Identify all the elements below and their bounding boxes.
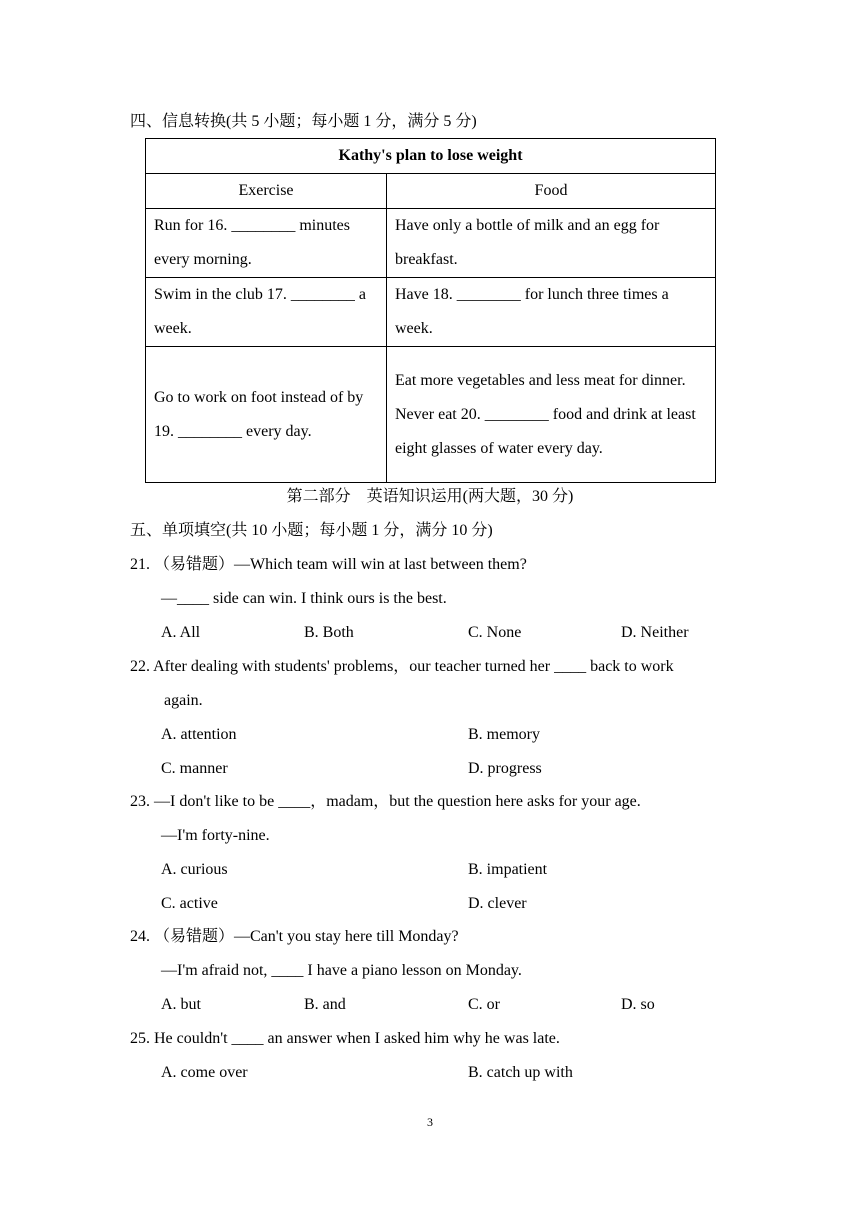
option-24-d: D. so [621, 996, 655, 1013]
cell-text: Eat more vegetables and less meat for dinner. [395, 371, 686, 389]
option-24-b: B. and [304, 996, 346, 1013]
question-21-line-2: —____ side can win. I think ours is the best. [161, 590, 447, 607]
question-22: 22. After dealing with students' problems，our teacher turned her ____ back to work [130, 658, 674, 675]
header-exercise: Exercise [146, 174, 387, 209]
plan-table [145, 138, 716, 483]
cell-text: Swim in the club 17. ________ a week. [154, 286, 366, 337]
cell-exercise [146, 347, 387, 483]
option-21-b: B. Both [304, 624, 354, 641]
table-header-row [146, 174, 716, 209]
question-24-line-2: —I'm afraid not, ____ I have a piano lesson on Monday. [161, 962, 522, 979]
question-24: 24. （易错题）—Can't you stay here till Monday? [130, 928, 459, 945]
option-23-a: A. curious [161, 861, 228, 878]
option-22-b: B. memory [468, 726, 540, 743]
table-title-row [146, 139, 716, 174]
option-22-c: C. manner [161, 760, 228, 777]
option-21-a: A. All [161, 624, 201, 641]
cell-exercise [146, 209, 387, 278]
option-22-d: D. progress [468, 760, 542, 777]
question-23: 23. —I don't like to be ____，madam，but the question here asks for your age. [130, 793, 641, 810]
cell-exercise [146, 278, 387, 347]
cell-text: Run for 16. ________ minutes every morning. [154, 217, 350, 268]
option-25-a: A. come over [161, 1064, 248, 1081]
cell-food [387, 347, 716, 483]
option-23-d: D. clever [468, 895, 527, 912]
option-21-c: C. None [468, 624, 522, 641]
option-24-c: C. or [468, 996, 500, 1013]
cell-text: Never eat 20. ________ food and drink at least eight glasses of water every day. [395, 405, 696, 457]
table-row [146, 278, 716, 347]
question-25: 25. He couldn't ____ an answer when I asked him why he was late. [130, 1030, 560, 1047]
table-row [146, 209, 716, 278]
option-23-b: B. impatient [468, 861, 548, 878]
section-5-heading: 五、单项填空(共 10 小题；每小题 1 分，满分 10 分) [130, 522, 493, 539]
table-row [146, 347, 716, 483]
cell-food [387, 278, 716, 347]
option-22-a: A. attention [161, 726, 237, 743]
table-title: Kathy's plan to lose weight [146, 139, 716, 174]
cell-text: Go to work on foot instead of by 19. ________ every day. [154, 388, 364, 440]
part-2-heading: 第二部分 英语知识运用(两大题，30 分) [286, 488, 574, 505]
cell-text: Have 18. ________ for lunch three times a week. [395, 286, 669, 337]
question-21: 21. （易错题）—Which team will win at last between them? [130, 556, 527, 573]
page-number: 3 [427, 1115, 433, 1129]
cell-text: Have only a bottle of milk and an egg for breakfast. [395, 217, 660, 268]
question-22-line-2: again. [164, 692, 203, 709]
option-24-a: A. but [161, 996, 201, 1013]
option-23-c: C. active [161, 895, 218, 912]
section-4-heading: 四、信息转换(共 5 小题；每小题 1 分，满分 5 分) [130, 113, 477, 130]
header-food: Food [387, 174, 716, 209]
option-25-b: B. catch up with [468, 1064, 573, 1081]
cell-food [387, 209, 716, 278]
option-21-d: D. Neither [621, 624, 689, 641]
question-23-line-2: —I'm forty-nine. [161, 827, 270, 844]
